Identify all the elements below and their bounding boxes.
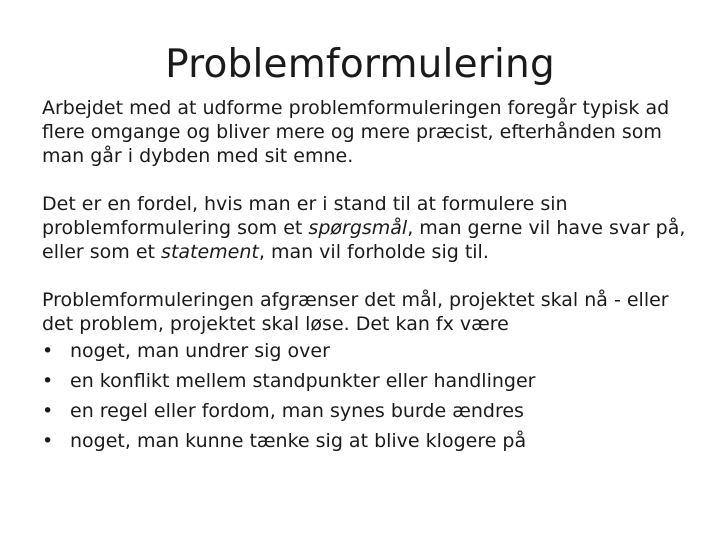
- bullet-text: en regel eller fordom, man synes burde ændres: [70, 400, 524, 422]
- paragraph-2-text-b: , man gerne vil have svar på, eller som et: [42, 217, 686, 263]
- slide-title: Problemformulering: [165, 42, 555, 87]
- paragraph-2-text-c: , man vil forholde sig til.: [258, 241, 489, 263]
- paragraph-1: Arbejdet med at udforme problemformuleringen foregår typisk ad flere omgange og bliver mere og mere præcist, efterhånden som man går i dybden med sit emne.: [42, 97, 670, 167]
- paragraph-2-text-a: Det er en fordel, hvis man er i stand til at formulere sin problemformulering som et: [42, 193, 568, 239]
- emphasis-statement: statement: [161, 241, 259, 263]
- emphasis-question: spørgsmål: [308, 217, 408, 239]
- bullet-text: noget, man undrer sig over: [70, 340, 330, 362]
- bullet-text: en konflikt mellem standpunkter eller handlinger: [70, 370, 536, 392]
- list-item: [42, 366, 692, 396]
- bullet-icon: •: [42, 400, 54, 422]
- bullet-text: noget, man kunne tænke sig at blive klogere på: [70, 430, 527, 452]
- bullet-icon: •: [42, 430, 54, 452]
- paragraph-2: [42, 192, 692, 264]
- paragraph-3: Problemformuleringen afgrænser det mål, projektet skal nå - eller det problem, projektet skal løse. Det kan fx være: [42, 289, 669, 335]
- slide-body: [42, 96, 692, 456]
- list-item: [42, 396, 692, 426]
- list-item: [42, 426, 692, 456]
- bullet-icon: •: [42, 370, 54, 392]
- list-item: [42, 336, 692, 366]
- bullet-icon: •: [42, 340, 54, 362]
- bullet-list: [42, 336, 692, 456]
